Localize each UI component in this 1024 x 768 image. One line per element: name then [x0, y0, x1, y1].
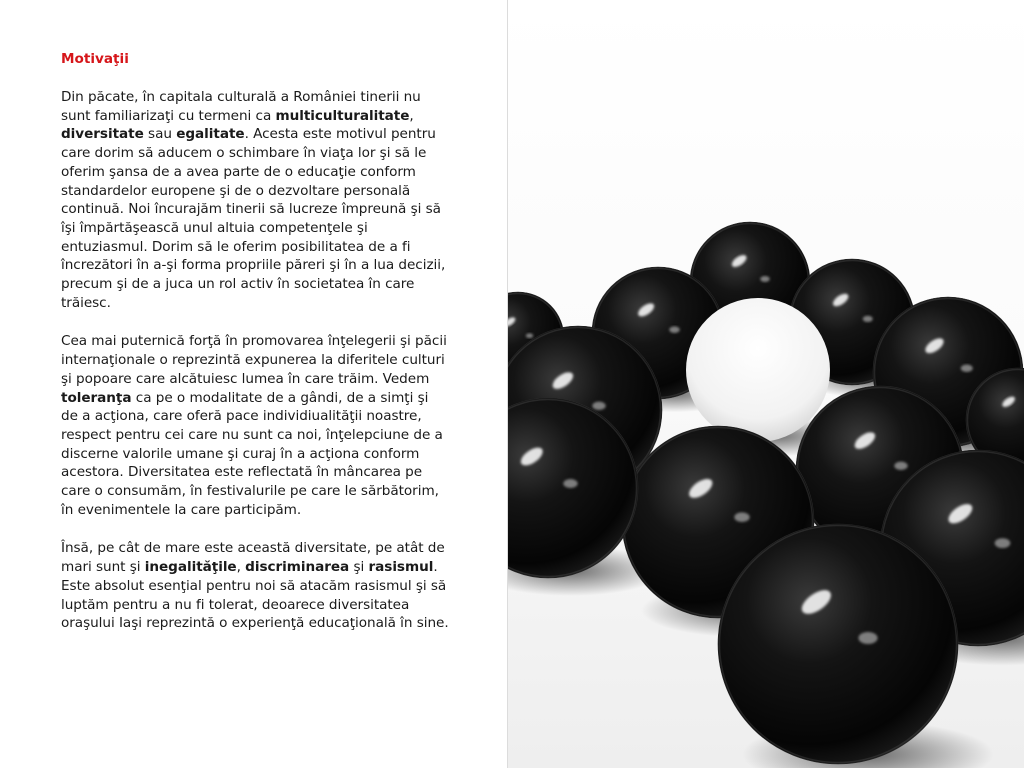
sphere-reflection — [995, 538, 1011, 548]
text-run: . Este absolut esenţial pentru noi să atacăm rasismul şi să luptăm pentru a nu fi tolerat, deoarece diversitatea oraşului Iaşi reprezintă o experienţă educaţională în sine. — [61, 559, 449, 632]
emphasized-term: egalitate — [176, 126, 245, 143]
text-run: ca pe o modalitate de a gândi, de a simţi şi de a acţiona, care oferă pace individiualităţii noastre, respect pentru cei care nu sunt ca noi, înţelepciune de a discerne valorile umane şi curaj în a acţiona conform acestora. Diversitatea este reflectată în mâncarea pe care o consumăm, în festivalurile pe care le sărbătorim, în evenimentele la care participăm. — [61, 389, 443, 518]
emphasized-term: rasismul — [368, 559, 434, 576]
paragraph-2 — [61, 332, 449, 519]
sphere-reflection — [961, 365, 973, 373]
emphasized-term: discriminarea — [245, 559, 350, 576]
paragraph-1 — [61, 88, 449, 312]
text-run: sau — [143, 126, 177, 143]
text-run: Cea mai puternică forţă în promovarea înţelegerii şi păcii internaţionale o reprezintă expunerea la diferitele culturi şi popoare care alcătuiesc lumea în care trăim. Vedem — [61, 333, 447, 387]
sphere-reflection — [894, 462, 907, 470]
photo-black-white-spheres — [508, 0, 1024, 768]
text-run: . Acesta este motivul pentru care dorim să aducem o schimbare în viaţa lor şi să le oferim şansa de a avea parte de o educaţie conform standardelor europene şi de o dezvoltare personală continuă. Noi încurajăm tinerii să lucreze împreună şi să îşi împărtăşească unul altuia competenţele şi entuziasmul. Dorim să le oferim posibilitatea de a fi încrezători în a-şi forma propriile păreri şi în a lua decizii, precum şi de a juca un rol activ în societatea în care trăiesc. — [61, 126, 446, 311]
sphere-reflection — [592, 402, 605, 410]
sphere-reflection — [863, 316, 873, 322]
emphasized-term: diversitate — [61, 126, 144, 143]
text-run: Însă, pe cât de mare este această diversitate, pe atât de mari sunt şi — [61, 540, 445, 576]
text-run: , — [236, 559, 246, 576]
text-run: şi — [349, 559, 369, 576]
emphasized-term: toleranţa — [61, 389, 132, 406]
white-sphere — [686, 298, 830, 442]
sphere-reflection — [858, 632, 877, 644]
sphere-reflection — [734, 512, 749, 522]
body-text — [61, 88, 449, 633]
emphasized-term: multiculturalitate — [275, 107, 410, 124]
spheres-illustration — [508, 0, 1024, 768]
emphasized-term: inegalităţile — [144, 559, 237, 576]
section-heading: Motivaţii — [61, 51, 129, 67]
text-run: Din păcate, în capitala culturală a României tinerii nu sunt familiarizaţi cu termeni ca — [61, 89, 421, 124]
text-column — [61, 50, 449, 653]
sphere-reflection — [526, 333, 533, 338]
text-run: , — [409, 107, 414, 124]
paragraph-3 — [61, 539, 449, 633]
black-sphere — [718, 524, 958, 764]
sphere-reflection — [760, 276, 770, 282]
sphere-reflection — [563, 479, 577, 488]
sphere-reflection — [669, 326, 680, 333]
